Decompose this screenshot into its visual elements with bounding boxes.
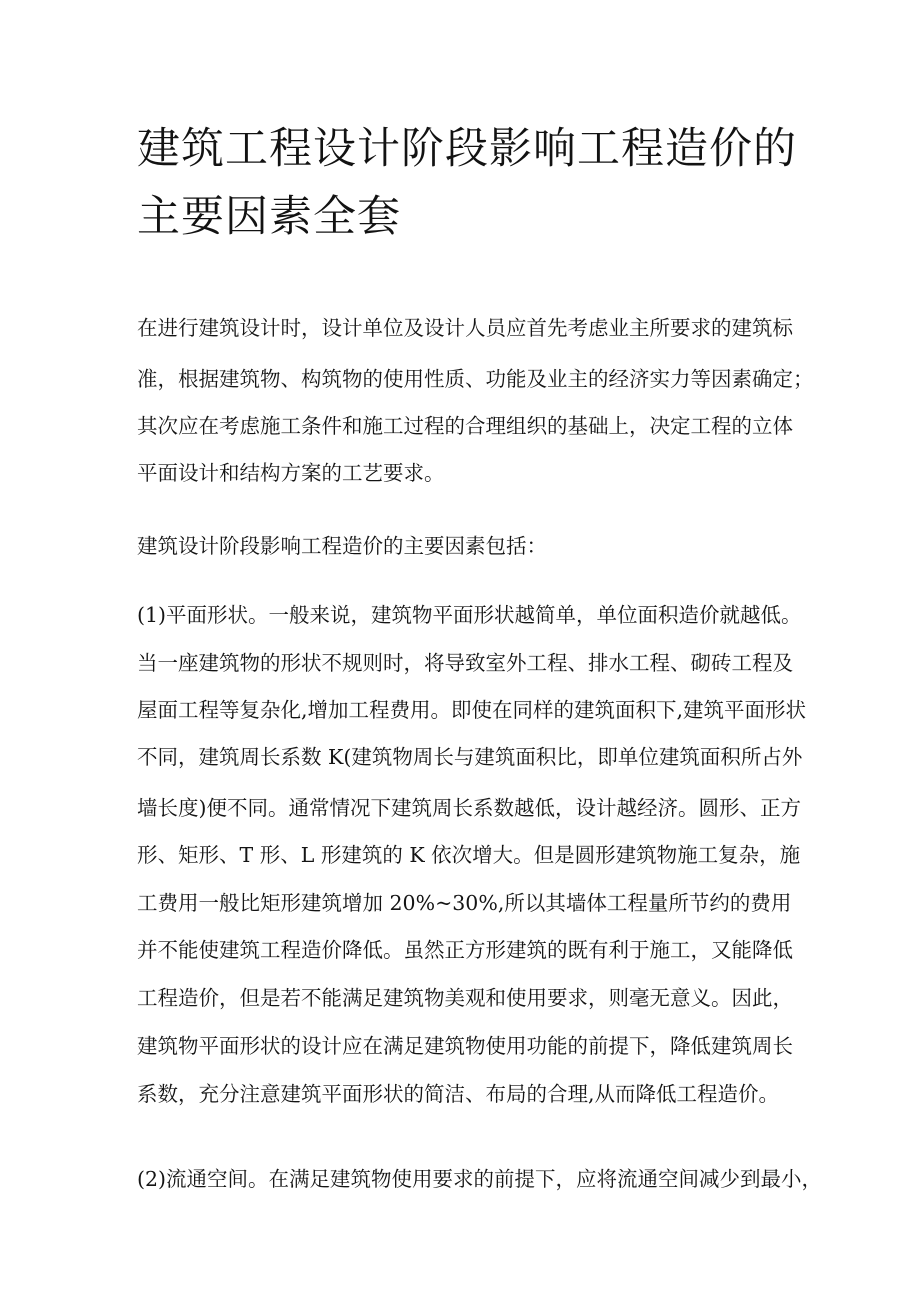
intro-line: 其次应在考虑施工条件和施工过程的合理组织的基础上，决定工程的立体 (137, 414, 793, 438)
item-2-line: (2)流通空间。在满足建筑物使用要求的前提下，应将流通空间减少到最小， (137, 1167, 823, 1191)
intro-line: 平面设计和结构方案的工艺要求。 (137, 461, 445, 485)
intro-line: 准，根据建筑物、构筑物的使用性质、功能及业主的经济实力等因素确定； (137, 367, 814, 391)
lead-paragraph: 建筑设计阶段影响工程造价的主要因素包括： (137, 534, 547, 558)
item-1-line: 系数，充分注意建筑平面形状的简洁、布局的合理,从而降低工程造价。 (137, 1082, 780, 1106)
item-1-line: (1)平面形状。一般来说，建筑物平面形状越简单，单位面积造价就越低。 (137, 603, 802, 627)
item-1-line: 屋面工程等复杂化,增加工程费用。即使在同样的建筑面积下,建筑平面形状 (137, 698, 807, 722)
document-title-line-1: 建筑工程设计阶段影响工程造价的 (137, 124, 797, 174)
item-1-line: 墙长度)便不同。通常情况下建筑周长系数越低，设计越经济。圆形、正方 (137, 796, 801, 820)
intro-line: 在进行建筑设计时，设计单位及设计人员应首先考虑业主所要求的建筑标 (137, 316, 793, 340)
item-1-line: 建筑物平面形状的设计应在满足建筑物使用功能的前提下，降低建筑周长 (137, 1034, 793, 1058)
item-1-line: 工程造价，但是若不能满足建筑物美观和使用要求，则毫无意义。因此， (137, 986, 793, 1010)
item-1-line: 工费用一般比矩形建筑增加 20%~30%,所以其墙体工程量所节约的费用 (137, 891, 792, 915)
item-1-line: 并不能使建筑工程造价降低。虽然正方形建筑的既有利于施工，又能降低 (137, 938, 793, 962)
item-1-line: 不同，建筑周长系数 K(建筑物周长与建筑面积比，即单位建筑面积所占外 (137, 745, 803, 769)
item-1-line: 当一座建筑物的形状不规则时，将导致室外工程、排水工程、砌砖工程及 (137, 651, 793, 675)
item-1-line: 形、矩形、T 形、L 形建筑的 K 依次增大。但是圆形建筑物施工复杂，施 (137, 843, 801, 867)
document-title-line-2: 主要因素全套 (137, 192, 401, 242)
